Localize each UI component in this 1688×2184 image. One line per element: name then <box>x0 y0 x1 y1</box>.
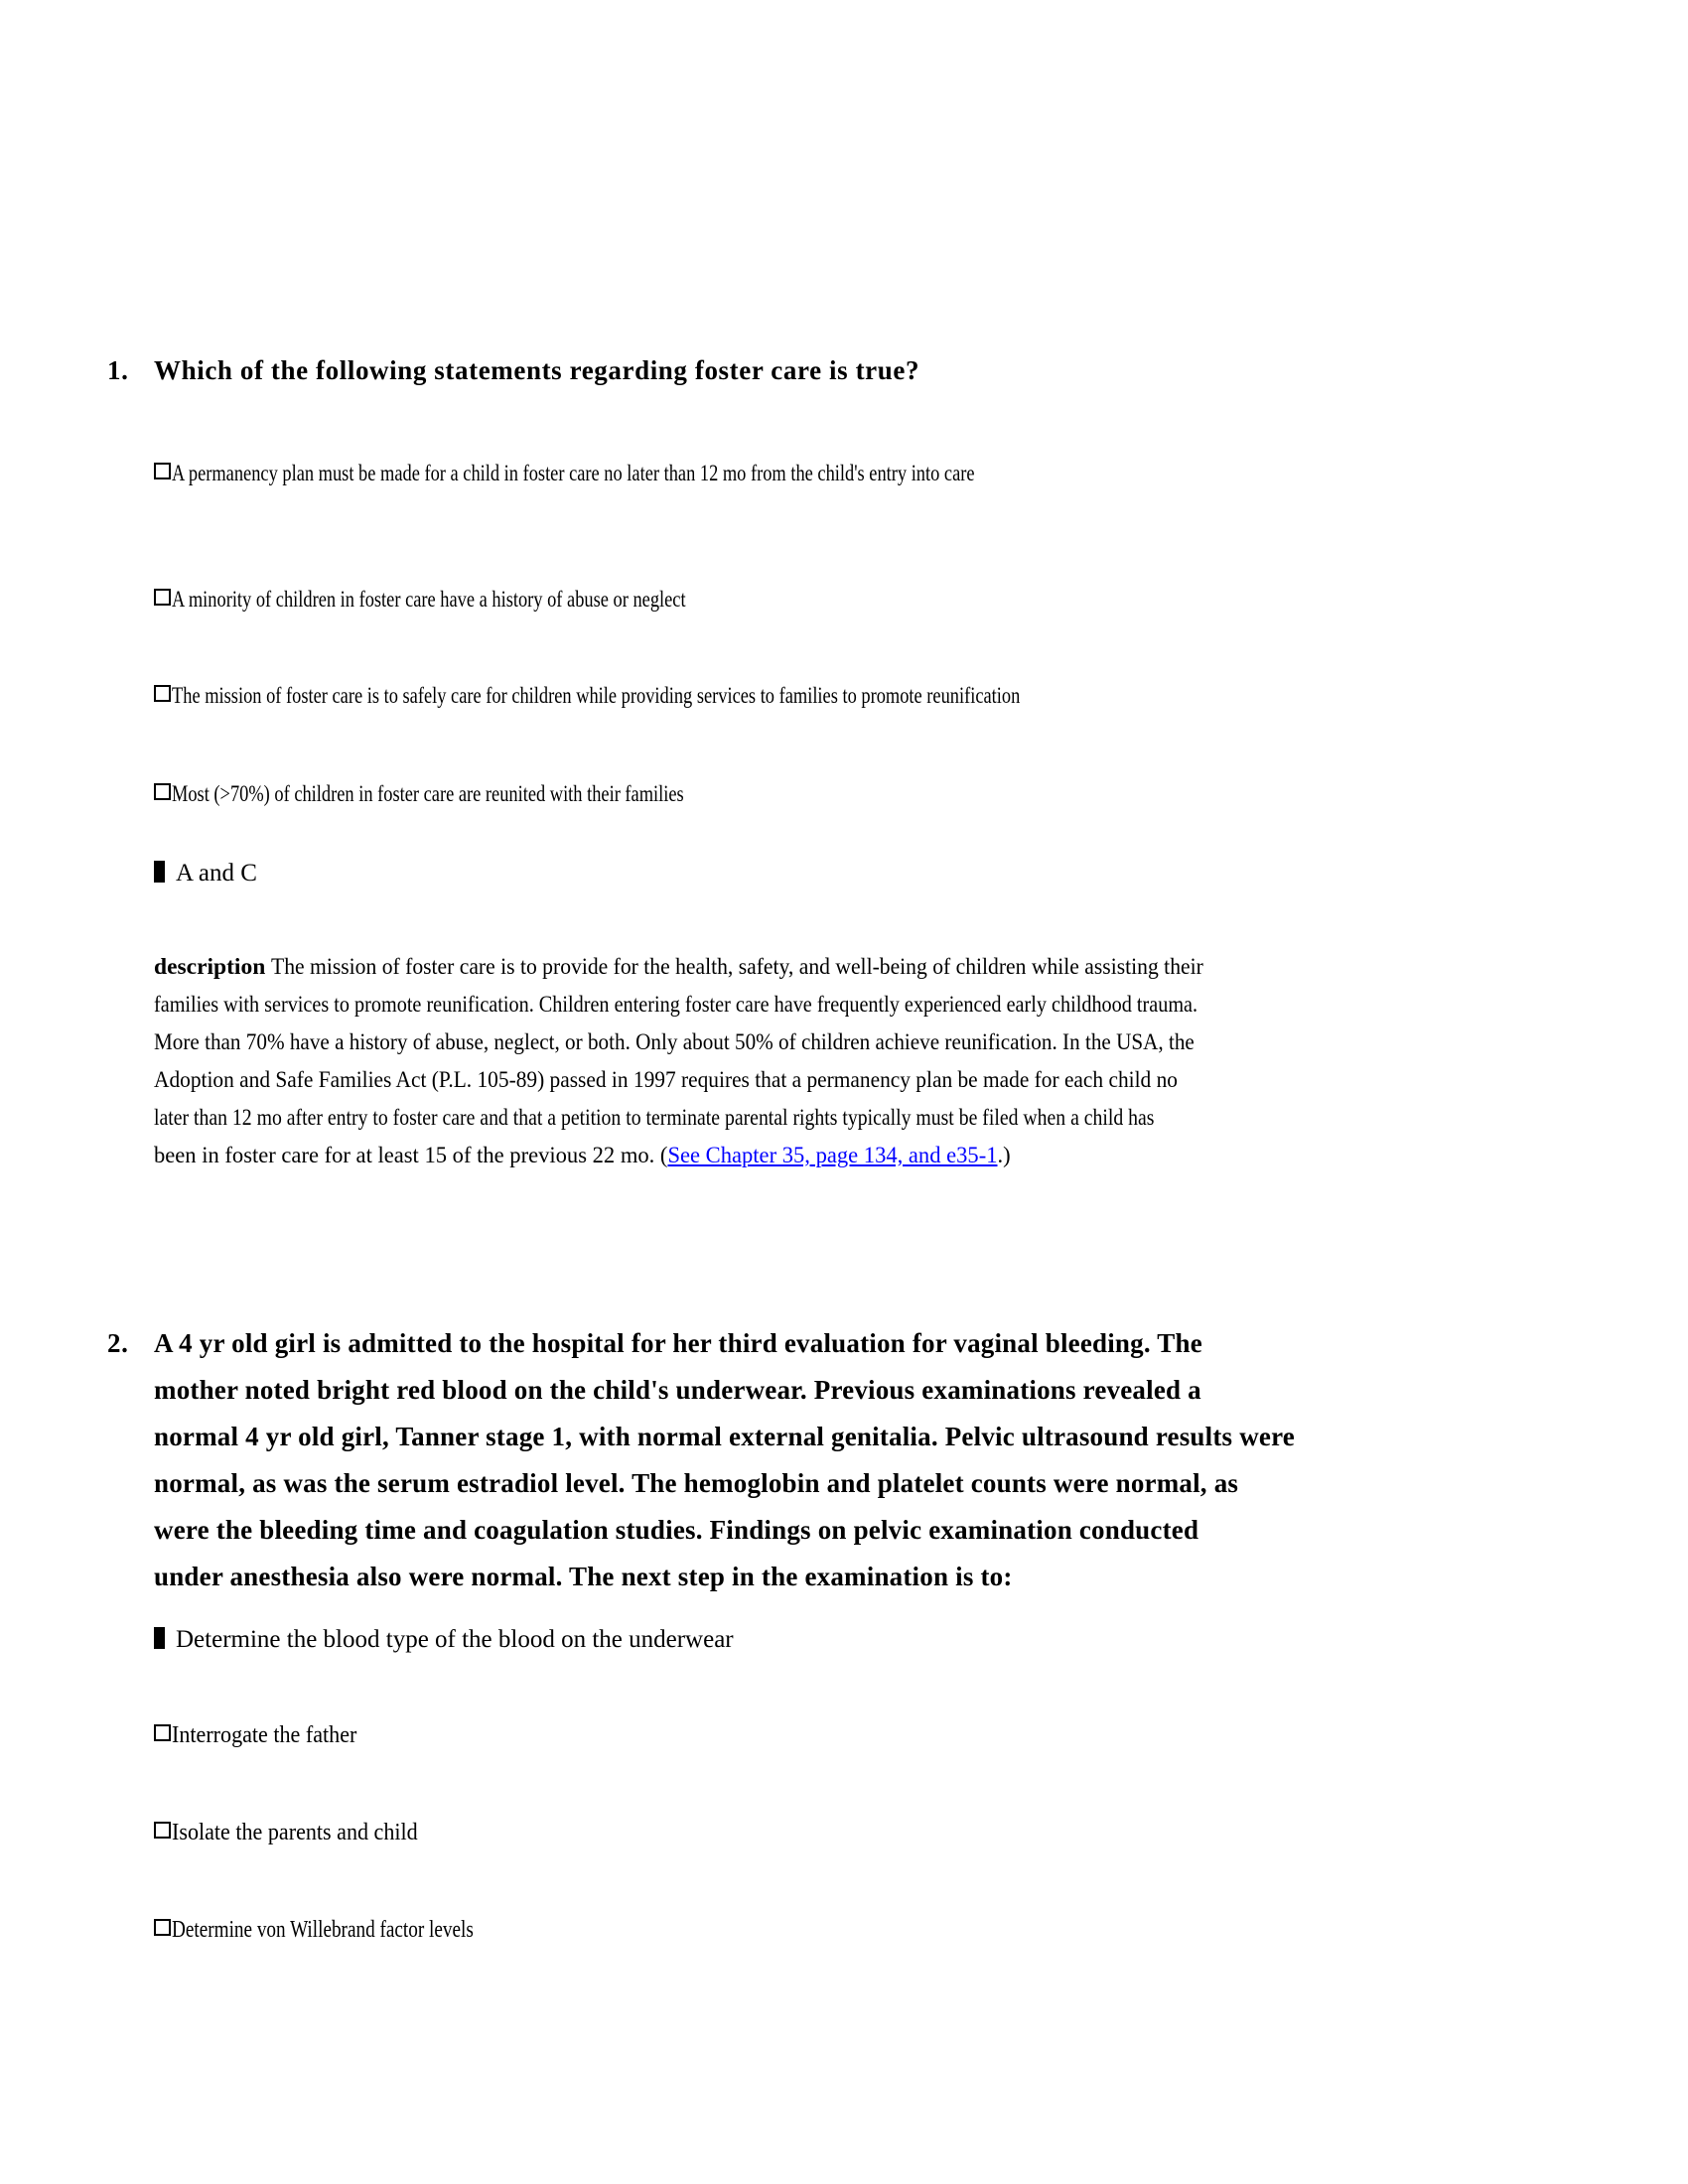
description-line-text: The mission of foster care is to provide for the health, safety, and well-being of children while assisting their <box>271 954 1203 980</box>
question-1-option-c[interactable] <box>154 681 1232 711</box>
option-label: A permanency plan must be made for a child in foster care no later than 12 mo from the child's entry into care <box>172 461 975 485</box>
question-1-option-d[interactable] <box>154 779 812 809</box>
question-2-stem <box>154 1320 1597 1600</box>
question-2-option-c[interactable] <box>154 1818 439 1847</box>
question-1-option-a[interactable] <box>154 459 1176 488</box>
checkbox-empty-icon[interactable] <box>154 1822 171 1839</box>
question-1-block <box>107 347 1597 394</box>
question-2-stem-line-2: mother noted bright red blood on the child's underwear. Previous examinations revealed a <box>154 1375 1201 1405</box>
checkbox-filled-icon[interactable] <box>154 1627 165 1649</box>
question-1-stem: Which of the following statements regarding foster care is true? <box>154 355 920 385</box>
option-label: Determine von Willebrand factor levels <box>172 1917 474 1943</box>
question-2-option-d[interactable] <box>154 1915 549 1945</box>
checkbox-empty-icon[interactable] <box>154 1724 171 1741</box>
question-2-number: 2. <box>107 1328 129 1358</box>
question-2-option-b[interactable] <box>154 1720 373 1750</box>
description-line-3 <box>154 1024 1594 1061</box>
checkbox-empty-icon[interactable] <box>154 1919 171 1936</box>
checkbox-empty-icon[interactable] <box>154 463 171 479</box>
question-1-description <box>154 948 1594 1174</box>
description-label: description <box>154 954 266 980</box>
question-2-option-a[interactable] <box>154 1625 734 1655</box>
chapter-reference-link[interactable]: See Chapter 35, page 134, and e35-1 <box>667 1143 998 1168</box>
description-final-suffix: .) <box>997 1143 1011 1168</box>
question-2-stem-line-4: normal, as was the serum estradiol level. The hemoglobin and platelet counts were normal, as <box>154 1468 1239 1498</box>
question-1-heading <box>107 347 1597 394</box>
question-2-heading <box>107 1320 1597 1600</box>
description-line-6 <box>154 1137 1594 1174</box>
question-2-stem-line-3: normal 4 yr old girl, Tanner stage 1, with normal external genitalia. Pelvic ultrasound results were <box>154 1422 1295 1451</box>
description-line-text: Adoption and Safe Families Act (P.L. 105-89) passed in 1997 requires that a permanency plan be made for each child no <box>154 1067 1178 1093</box>
description-line-4 <box>154 1061 1594 1099</box>
question-2-block <box>107 1320 1597 1600</box>
question-1-number: 1. <box>107 355 129 385</box>
description-line-2 <box>154 986 1594 1024</box>
description-line-1 <box>154 948 1594 986</box>
question-2-stem-line-5: were the bleeding time and coagulation studies. Findings on pelvic examination conducted <box>154 1515 1199 1545</box>
description-line-5 <box>154 1099 1594 1137</box>
checkbox-filled-icon[interactable] <box>154 861 165 883</box>
option-label: Isolate the parents and child <box>172 1820 418 1845</box>
option-label: A and C <box>176 860 257 887</box>
description-line-text: later than 12 mo after entry to foster care and that a petition to terminate parental rights typically must be filed when a child has <box>154 1105 1155 1131</box>
question-2-stem-line-1: A 4 yr old girl is admitted to the hospital for her third evaluation for vaginal bleeding. The <box>154 1328 1202 1358</box>
option-label: Interrogate the father <box>172 1722 357 1748</box>
option-label: Determine the blood type of the blood on the underwear <box>176 1626 734 1653</box>
checkbox-empty-icon[interactable] <box>154 685 171 702</box>
description-final-prefix: been in foster care for at least 15 of the previous 22 mo. ( <box>154 1143 668 1168</box>
question-2-stem-line-6: under anesthesia also were normal. The next step in the examination is to: <box>154 1562 1013 1591</box>
checkbox-empty-icon[interactable] <box>154 589 171 606</box>
option-label: Most (>70%) of children in foster care are reunited with their families <box>172 781 684 806</box>
description-line-text: More than 70% have a history of abuse, neglect, or both. Only about 50% of children achieve reunification. In the USA, the <box>154 1029 1195 1055</box>
question-1-option-e[interactable] <box>154 859 257 888</box>
description-line-text: families with services to promote reunification. Children entering foster care have frequently experienced early childhood trauma. <box>154 992 1198 1018</box>
option-label: A minority of children in foster care have a history of abuse or neglect <box>172 587 686 612</box>
question-1-option-b[interactable] <box>154 585 814 614</box>
option-label: The mission of foster care is to safely care for children while providing services to families to promote reunification <box>172 683 1021 708</box>
checkbox-empty-icon[interactable] <box>154 783 171 800</box>
